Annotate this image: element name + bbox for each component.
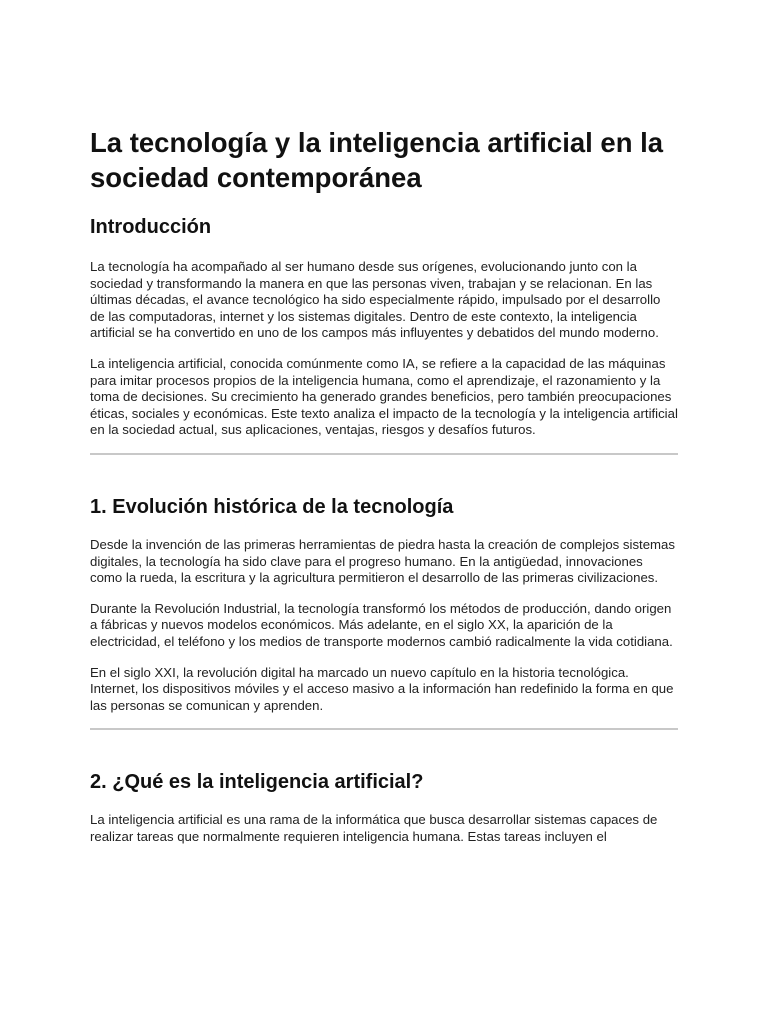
section-historical-evolution [90, 495, 678, 714]
paragraph: La tecnología ha acompañado al ser humano desde sus orígenes, evolucionando junto con la sociedad y transformando la manera en que las personas viven, trabajan y se relacionan. En las últimas décadas, el avance tecnológico ha sido especialmente rápido, impulsado por el desarrollo de las computadoras, internet y los sistemas digitales. Dentro de este contexto, la inteligencia artificial se ha convertido en uno de los campos más influyentes y debatidos del mundo moderno. [90, 259, 661, 341]
section-heading: 1. Evolución histórica de la tecnología [90, 495, 454, 518]
section-what-is-ai [90, 770, 678, 845]
document-page [90, 125, 678, 859]
section-heading: Introducción [90, 216, 212, 238]
paragraph: La inteligencia artificial, conocida comúnmente como IA, se refiere a la capacidad de las máquinas para imitar procesos propios de la inteligencia humana, como el aprendizaje, el razonamiento y la toma de decisiones. Su crecimiento ha generado grandes beneficios, pero también preocupaciones éticas, sociales y económicas. Este texto analiza el impacto de la tecnología y la inteligencia artificial en la sociedad actual, sus aplicaciones, ventajas, riesgos y desafíos futuros. [90, 355, 678, 438]
section-introduction [90, 215, 678, 439]
paragraph: La inteligencia artificial es una rama de la informática que busca desarrollar sistemas capaces de realizar tareas que normalmente requieren inteligencia humana. Estas tareas incluyen el [90, 812, 658, 844]
paragraph: En el siglo XXI, la revolución digital ha marcado un nuevo capítulo en la historia tecnológica. Internet, los dispositivos móviles y el acceso masivo a la información han redefinido la forma en que las personas se comunican y aprenden. [90, 664, 674, 713]
section-heading: 2. ¿Qué es la inteligencia artificial? [90, 771, 424, 794]
paragraph: Durante la Revolución Industrial, la tecnología transformó los métodos de producción, dando origen a fábricas y nuevos modelos económicos. Más adelante, en el siglo XX, la aparición de la electricidad, el teléfono y los medios de transporte modernos cambió radicalmente la vida cotidiana. [90, 600, 673, 649]
paragraph: Desde la invención de las primeras herramientas de piedra hasta la creación de complejos sistemas digitales, la tecnología ha sido clave para el progreso humano. En la antigüedad, innovaciones como la rueda, la escritura y la agricultura permitieron el desarrollo de las primeras civilizaciones. [90, 536, 675, 586]
document-title: La tecnología y la inteligencia artificial en la sociedad contemporánea [90, 127, 664, 193]
section-divider [90, 728, 678, 730]
section-divider [90, 453, 678, 455]
